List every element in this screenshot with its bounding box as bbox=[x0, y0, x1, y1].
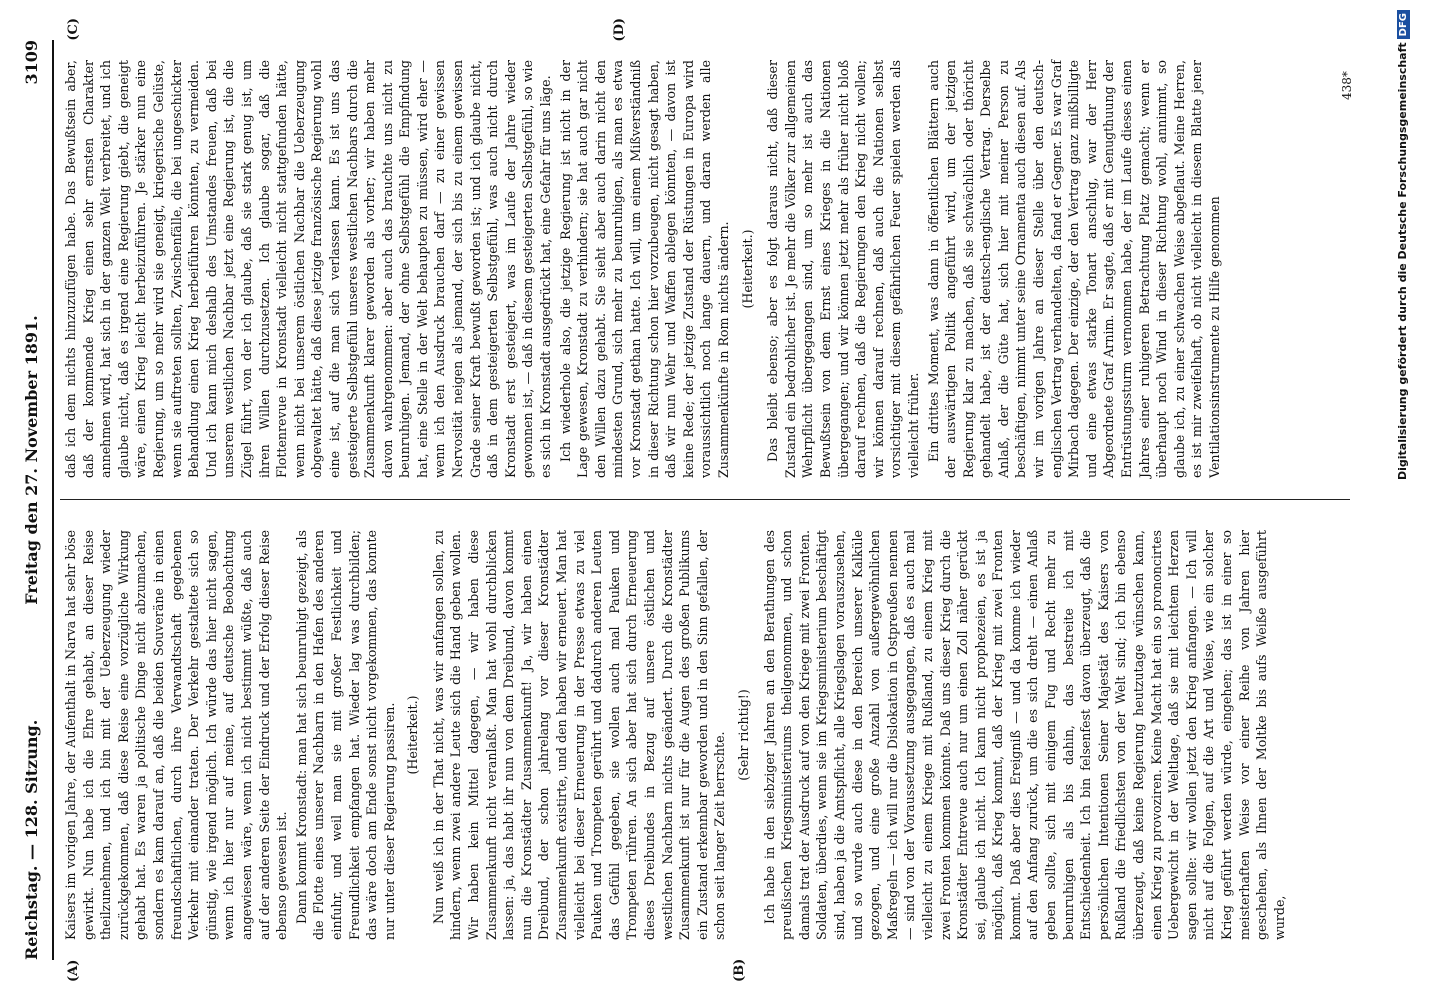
margin-marker-b: (B) bbox=[732, 958, 747, 982]
interjection-laughter: (Heiterkeit.) bbox=[739, 229, 755, 309]
paragraph: Kaisers im vorigen Jahre, der Aufenthalt in Narva hat sehr böse gewirkt. Nun habe ich die Ehre gehabt, an dieser Reise theilzunehmen, und ich bin mit der Ueberzeugung wieder zurückgekommen, daß diese Reise eine vorzügliche Wirkung gehabt hat. Es waren ja politische Dinge nicht abzumachen, sondern es kam darauf an, daß die beiden Souveräne in einen freundschaftlichen, durch ihre Verwandtschaft gegebenen Verkehr mit einander traten. Der Verkehr gestaltete sich so günstig, wie irgend möglich. Ich würde das hier nicht sagen, wenn ich hier nur auf meine, auf deutsche Beobachtung angewiesen wäre, wenn ich nicht bestimmt wüßte, daß auch auf der anderen Seite der Eindruck und der Erfolg dieser Reise ebenso gewesen ist. bbox=[63, 530, 290, 940]
margin-marker-a: (A) bbox=[66, 959, 81, 982]
margin-marker-c: (C) bbox=[66, 18, 81, 41]
paragraph: Ich wiederhole also, die jetzige Regierung ist nicht in der Lage gewesen, Kronstadt zu verhindern; sie hat auch gar nicht den Willen dazu gehabt. Sie sieht aber auch darin nicht den mindesten Grund, sich mehr zu beunruhigen, als man es etwa vor Kronstadt gethan hatte. Ich will, um einem Mißverständniß in dieser Richtung schon hier vorzubeugen, nicht gesagt haben, daß wir nun Wehr und Waffen ablegen könnten, — davon ist keine Rede; der jetzige Zustand der Rüstungen in Europa wird voraussichtlich noch lange dauern, und daran werden alle Zusammenkünfte in Rom nichts ändern. bbox=[557, 60, 731, 478]
paragraph: Das bleibt ebenso; aber es folgt daraus nicht, daß dieser Zustand ein bedrohlicher ist. Je mehr die Völker zur allgemeinen Wehrpflicht übergegangen sind, um so mehr ist auch das Bewußtsein von dem Ernst eines Krieges in die Nationen übergegangen; und wir können jetzt mehr als früher nicht bloß darauf rechnen, daß die Regierungen den Krieg nicht wollen; wir können darauf rechnen, daß auch die Nationen selbst vorsichtiger mit diesem gefährlichen Feuer spielen werden als vielleicht früher. bbox=[765, 60, 921, 478]
page-number: 3109 bbox=[22, 40, 41, 85]
dfg-credit bbox=[1396, 10, 1410, 480]
paragraph: daß ich dem nichts hinzuzufügen habe. Das Bewußtsein aber, daß der kommende Krieg einen sehr ernsten Charakter annehmen wird, hat sich in der ganzen Welt verbreitet, und ich glaube nicht, daß es irgend eine Regierung giebt, die geneigt wäre, einen Krieg leicht herbeizuführen. Je stärker nun eine Regierung, um so mehr wird sie geneigt, kriegerische Gelüste, wenn sie auftreten sollten, Zwischenfälle, die bei ungeschickter Behandlung einen Krieg herbeiführen könnten, zu vermeiden. Und ich kann mich deshalb des Umstandes freuen, daß bei unserem westlichen Nachbar jetzt eine Regierung ist, die die Zügel führt, von der ich glaube, daß sie stark genug ist, um ihren Willen durchzusetzen. Ich glaube sogar, daß die Flottenrevue in Kronstadt vielleicht nicht stattgefunden hätte, wenn nicht bei unserem östlichen Nachbar die Ueberzeugung obgewaltet hätte, daß diese jetzige französische Regierung wohl eine ist, auf die man sich verlassen kann. Es ist uns das gesteigerte Selbstgefühl unseres westlichen Nachbars durch die Zusammenkunft klarer geworden als vorher; wir haben mehr davon wahrgenommen: aber auch das brauchte uns nicht zu beunruhigen. Jemand, der ohne Selbstgefühl die Empfindung hat, eine Stelle in der Welt behaupten zu müssen, wird eher — wenn ich den Ausdruck brauchen darf — zu einer gewissen Nervosität neigen als jemand, der sich bis zu einem gewissen Grade seiner Kraft bewußt geworden ist; und ich glaube nicht, daß in dem gesteigerten Selbstgefühl, was auch nicht durch Kronstadt erst gesteigert, was im Laufe der Jahre wieder gewonnen ist, — daß in diesem gesteigerten Selbstgefühl, so wie es sich in Kronstadt ausgedrückt hat, eine Gefahr für uns läge. bbox=[63, 60, 554, 478]
column-divider bbox=[60, 499, 1350, 500]
paragraph: Dann kommt Kronstadt: man hat sich beunruhigt gezeigt, als die Flotte eines unserer Nachbarn in den Hafen des anderen einfuhr, und weil man sie mit großer Festlichkeit und Freundlichkeit empfangen hat. Wieder lag was durchbilden; das wäre doch am Ende sonst nicht vorgekommen, das konnte nur unter dieser Regierung passiren. bbox=[293, 530, 397, 940]
date-header: Freitag den 27. November 1891. bbox=[22, 315, 41, 605]
interjection-laughter: (Heiterkeit.) bbox=[405, 695, 421, 775]
dfg-logo: DFG bbox=[1397, 10, 1410, 39]
paragraph: Nun weiß ich in der That nicht, was wir anfangen sollen, zu hindern, wenn zwei andere Leute sich die Hand geben wollen. Wir haben kein Mittel dagegen, — wir haben diese Zusammenkunft nicht veranlaßt. Man hat wohl durchblicken lassen: ja, das habt ihr nun von dem Dreibund, davon kommt nun die Kronstädter Zusammenkunft! Ja, wir haben einen Dreibund, der schon jahrelang vor dieser Kronstädter Zusammenkunft existirte, und den haben wir erneuert. Man hat vielleicht bei dieser Erneuerung in der Presse etwas zu viel Pauken und Trompeten gerührt und dadurch anderen Leuten das Gefühl gegeben, sie wollen auch mal Pauken und Trompeten rühren. An sich aber hat sich durch Erneuerung dieses Dreibundes in Bezug auf unsere östlichen und westlichen Nachbarn nichts geändert. Durch die Kronstädter Zusammenkunft ist nur für die Augen des großen Publikums ein Zustand erkennbar geworden und in den Sinn gefallen, der schon seit langer Zeit herrschte. bbox=[430, 530, 728, 940]
left-column bbox=[62, 530, 1290, 940]
right-column bbox=[62, 60, 1226, 478]
interjection-approval: (Sehr richtig!) bbox=[735, 689, 751, 781]
paragraph: Ein drittes Moment, was dann in öffentlichen Blättern auch der auswärtigen Politik angeführt wird, um der jetzigen Regierung klar zu machen, daß sie schwächlich oder thöricht gehandelt habe, ist der deutsch-englische Vertrag. Derselbe Anlaß, der die Güte hat, sich hier mit meiner Person zu beschäftigen, nimmt unter seine Ornamenta auch diesen auf. Als wir im vorigen Jahre an dieser Stelle über den deutsch-englischen Vertrag verhandelten, da fand er Gegner. Es war Graf Mirbach dagegen. Der einzige, der den Vertrag ganz mißbilligte und eine etwas starke Tonart anschlug, war der Herr Abgeordnete Graf Arnim. Er sagte, daß er mit Genugthuung der Entrüstungssturm vernommen habe, der im Laufe dieses einen Jahres einer ruhigeren Betrachtung Platz gemacht; wenn er überhaupt noch Wind in dieser Richtung wohl, annimmt, so glaube ich, zu einer schwachen Weise abgeflaut. Meine Herren, es ist mir zweifelhaft, ob nicht vielleicht in diesem Blatte jener Ventilationsinstrumente zu Hilfe genommen bbox=[925, 60, 1222, 478]
signature-mark: 438* bbox=[1340, 71, 1354, 100]
margin-marker-d: (D) bbox=[612, 18, 627, 42]
credit-text: Digitalisierung gefördert durch die Deutsche Forschungsgemeinschaft bbox=[1396, 42, 1409, 481]
header-rule bbox=[52, 40, 54, 960]
paragraph: Ich habe in den siebziger Jahren an den Berathungen des preußischen Kriegsministeriums theilgenommen, und schon damals trat der Ausdruck auf von den Kriege mit zwei Fronten. Soldaten, überdies, wenn sie im Kriegsministerium beschäftigt sind, haben ja die Amtspflicht, alle Kriegslagen vorauszusehen, und so wurde auch diese in den Bereich unserer Kalküle gezogen, und eine große Anzahl von außergewöhnlichen Maßregeln — ich will nur die Dislokation in Ostpreußen nennen — sind von der Voraussetzung ausgegangen, daß es auch mal vielleicht zu einem Kriege mit Rußland, zu einem Krieg mit zwei Fronten kommen könnte. Daß uns dieser Krieg durch die Kronstädter Entrevue auch nur um einen Zoll näher gerückt sei, glaube ich nicht. Ich kann nicht prophezeien, es ist ja möglich, daß Krieg kommt, daß der Krieg mit zwei Fronten kommt. Daß aber dies Ereigniß — und da komme ich wieder auf den Anfang zurück, um die es sich dreht — einen Anlaß geben sollte, sich mit einigem Fug und Recht mehr zu beunruhigen als bis dahin, das bestreite ich mit Entschiedenheit. Ich bin felsenfest davon überzeugt, daß die persönlichen Intentionen Seiner Majestät des Kaisers von Rußland die friedlichsten von der Welt sind; ich bin ebenso überzeugt, daß keine Regierung heutzutage wünschen kann, einen Krieg zu provoziren. Keine Macht hat ein so prononcirtes Uebergewicht in der Weltlage, daß sie mit leichtem Herzen sagen sollte: wir wollen jetzt den Krieg anfangen. — Ich will nicht auf die Folgen, auf die Art und Weise, wie ein solcher Krieg geführt werden würde, eingehen; das ist in einer so meisterhaften Weise vor einer Reihe von Jahren hier geschehen, als Ihnen der Moltke bis aufs Weiße ausgeführt wurde, bbox=[761, 530, 1287, 940]
session-header: Reichstag. — 128. Sitzung. bbox=[22, 719, 41, 960]
